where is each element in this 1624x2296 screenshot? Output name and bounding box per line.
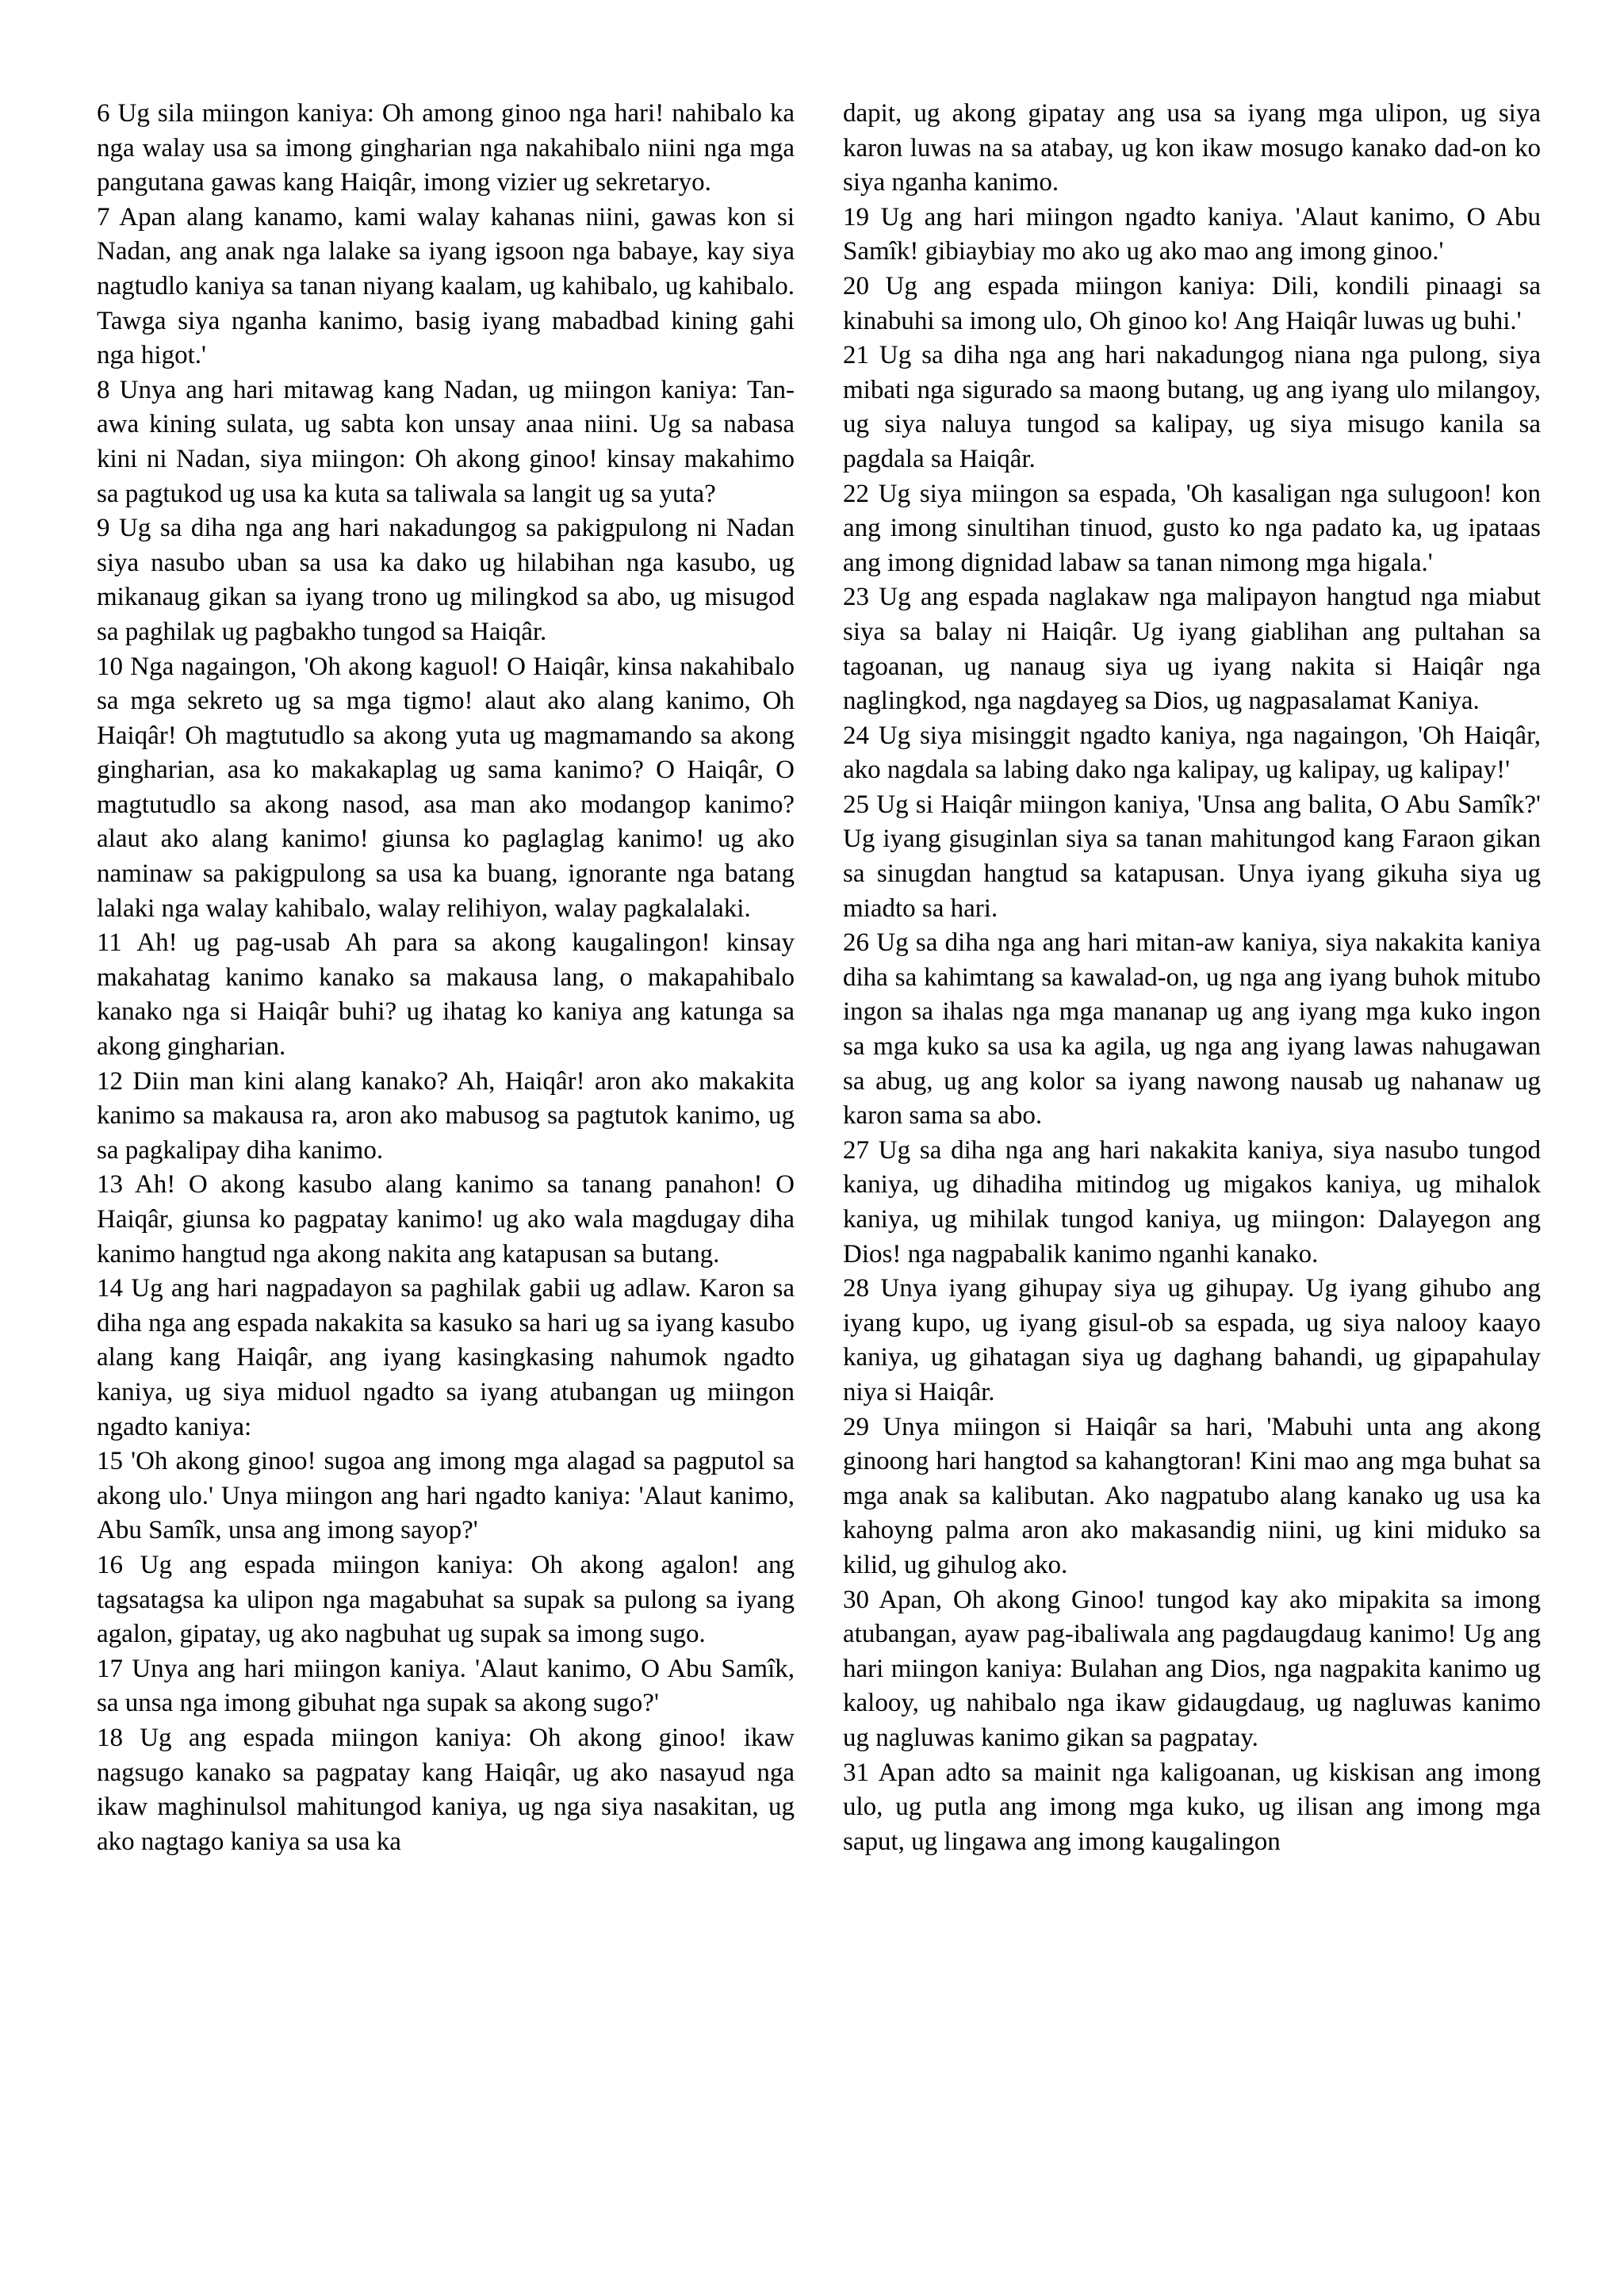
verse-paragraph: 25 Ug si Haiqâr miingon kaniya, 'Unsa ang balita, O Abu Samîk?' Ug iyang gisuginlan siya sa tanan mahitungod kang Faraon gikan sa sinugdan hangtud sa katapusan. Unya iyang gikuha siya ug miadto sa hari. xyxy=(843,790,1541,923)
verse-paragraph: 10 Nga nagaingon, 'Oh akong kaguol! O Haiqâr, kinsa nakahibalo sa mga sekreto ug sa mga tigmo! alaut ako alang kanimo, Oh Haiqâr! Oh magtutudlo sa akong yuta ug magmamando sa akong gingharian, asa ko makakaplag ug sama kanimo? O Haiqâr, O magtutudlo sa akong nasod, asa man ako modangop kanimo? alaut ako alang kanimo! giunsa ko paglaglag kanimo! ug ako naminaw sa pakigpulong sa usa ka buang, ignorante nga batang lalaki nga walay kahibalo, walay relihiyon, walay pagkalalaki. xyxy=(97,652,795,923)
right-column xyxy=(843,97,1541,1859)
verse-paragraph: 31 Apan adto sa mainit nga kaligoanan, ug kiskisan ang imong ulo, ug putla ang imong mga kuko, ug ilisan ang imong mga saput, ug lingawa ang imong kaugalingon xyxy=(843,1758,1541,1856)
verse-paragraph: 14 Ug ang hari nagpadayon sa paghilak gabii ug adlaw. Karon sa diha nga ang espada nakakita sa kasuko sa hari ug sa iyang kasubo alang kang Haiqâr, ang iyang kasingkasing nahumok ngadto kaniya, ug siya miduol ngadto sa iyang atubangan ug miingon ngadto kaniya: xyxy=(97,1274,795,1441)
verse-paragraph: 7 Apan alang kanamo, kami walay kahanas niini, gawas kon si Nadan, ang anak nga lalake sa iyang igsoon nga babaye, kay siya nagtudlo kaniya sa tanan niyang kaalam, ug kahibalo, ug kahibalo. Tawga siya nganha kanimo, basig iyang mabadbad kining gahi nga higot.' xyxy=(97,202,795,370)
verse-paragraph: 19 Ug ang hari miingon ngadto kaniya. 'Alaut kanimo, O Abu Samîk! gibiaybiay mo ako ug ako mao ang imong ginoo.' xyxy=(843,202,1541,266)
verse-paragraph: 6 Ug sila miingon kaniya: Oh among ginoo nga hari! nahibalo ka nga walay usa sa imong gingharian nga nakahibalo niini nga mga pangutana gawas kang Haiqâr, imong vizier ug sekretaryo. xyxy=(97,99,795,197)
verse-paragraph: 27 Ug sa diha nga ang hari nakakita kaniya, siya nasubo tungod kaniya, ug dihadiha mitindog ug migakos kaniya, ug mihalok kaniya, ug mihilak tungod kaniya, ug miingon: Dalayegon ang Dios! nga nagpabalik kanimo nganhi kanako. xyxy=(843,1135,1541,1269)
left-column xyxy=(97,97,795,1859)
verse-paragraph: 11 Ah! ug pag-usab Ah para sa akong kaugalingon! kinsay makahatag kanimo kanako sa makausa lang, o makapahibalo kanako nga si Haiqâr buhi? ug ihatag ko kaniya ang katunga sa akong gingharian. xyxy=(97,928,795,1062)
verse-paragraph: 22 Ug siya miingon sa espada, 'Oh kasaligan nga sulugoon! kon ang imong sinultihan tinuod, gusto ko nga padato ka, ug ipataas ang imong dignidad labaw sa tanan nimong mga higala.' xyxy=(843,479,1541,577)
verse-paragraph: 8 Unya ang hari mitawag kang Nadan, ug miingon kaniya: Tan-awa kining sulata, ug sabta kon unsay anaa niini. Ug sa nabasa kini ni Nadan, siya miingon: Oh akong ginoo! kinsay makahimo sa pagtukod ug usa ka kuta sa taliwala sa langit ug sa yuta? xyxy=(97,375,795,508)
verse-paragraph: 24 Ug siya misinggit ngadto kaniya, nga nagaingon, 'Oh Haiqâr, ako nagdala sa labing dako nga kalipay, ug kalipay, ug kalipay!' xyxy=(843,721,1541,785)
verse-paragraph: 17 Unya ang hari miingon kaniya. 'Alaut kanimo, O Abu Samîk, sa unsa nga imong gibuhat nga supak sa akong sugo?' xyxy=(97,1654,795,1718)
verse-paragraph: 21 Ug sa diha nga ang hari nakadungog niana nga pulong, siya mibati nga sigurado sa maong butang, ug ang iyang ulo milangoy, ug siya naluya tungod sa kalipay, ug siya misugo kanila sa pagdala sa Haiqâr. xyxy=(843,341,1541,473)
verse-paragraph: 29 Unya miingon si Haiqâr sa hari, 'Mabuhi unta ang akong ginoong hari hangtod sa kahangtoran! Kini mao ang mga buhat sa mga anak sa kalibutan. Ako nagpatubo alang kanako ug usa ka kahoyng palma aron ako makasandig niini, ug kini miduko sa kilid, ug gihulog ako. xyxy=(843,1412,1541,1579)
verse-paragraph: 9 Ug sa diha nga ang hari nakadungog sa pakigpulong ni Nadan siya nasubo uban sa usa ka dako ug hilabihan nga kasubo, ug mikanaug gikan sa iyang trono ug milingkod sa abo, ug misugod sa paghilak ug pagbakho tungod sa Haiqâr. xyxy=(97,514,795,646)
verse-paragraph: dapit, ug akong gipatay ang usa sa iyang mga ulipon, ug siya karon luwas na sa atabay, ug kon ikaw mosugo kanako dad-on ko siya nganha kanimo. xyxy=(843,99,1541,197)
verse-paragraph: 13 Ah! O akong kasubo alang kanimo sa tanang panahon! O Haiqâr, giunsa ko pagpatay kanimo! ug ako wala magdugay diha kanimo hangtud nga akong nakita ang katapusan sa butang. xyxy=(97,1170,795,1269)
verse-paragraph: 12 Diin man kini alang kanako? Ah, Haiqâr! aron ako makakita kanimo sa makausa ra, aron ako mabusog sa pagtutok kanimo, ug sa pagkalipay diha kanimo. xyxy=(97,1066,795,1165)
verse-paragraph: 15 'Oh akong ginoo! sugoa ang imong mga alagad sa pagputol sa akong ulo.' Unya miingon ang hari ngadto kaniya: 'Alaut kanimo, Abu Samîk, unsa ang imong sayop?' xyxy=(97,1447,795,1545)
verse-paragraph: 18 Ug ang espada miingon kaniya: Oh akong ginoo! ikaw nagsugo kanako sa pagpatay kang Haiqâr, ug ako nasayud nga ikaw maghinulsol mahitungod kaniya, ug nga siya nasakitan, ug ako nagtago kaniya sa usa ka xyxy=(97,1723,795,1856)
verse-paragraph: 30 Apan, Oh akong Ginoo! tungod kay ako mipakita sa imong atubangan, ayaw pag-ibaliwala ang pagdaugdaug kanimo! Ug ang hari miingon kaniya: Bulahan ang Dios, nga nagpakita kanimo ug kalooy, ug nahibalo nga ikaw gidaugdaug, ug nagluwas kanimo ug nagluwas kanimo gikan sa pagpatay. xyxy=(843,1585,1541,1752)
verse-paragraph: 28 Unya iyang gihupay siya ug gihupay. Ug iyang gihubo ang iyang kupo, ug iyang gisul-ob sa espada, ug siya nalooy kaayo kaniya, ug gihatagan siya ug daghang bahandi, ug gipapahulay niya si Haiqâr. xyxy=(843,1274,1541,1406)
verse-paragraph: 20 Ug ang espada miingon kaniya: Dili, kondili pinaagi sa kinabuhi sa imong ulo, Oh ginoo ko! Ang Haiqâr luwas ug buhi.' xyxy=(843,271,1541,335)
verse-paragraph: 23 Ug ang espada naglakaw nga malipayon hangtud nga miabut siya sa balay ni Haiqâr. Ug iyang giablihan ang pultahan sa tagoanan, ug nanaug siya ug iyang nakita si Haiqâr nga naglingkod, nga nagdayeg sa Dios, ug nagpasalamat Kaniya. xyxy=(843,583,1541,716)
verse-paragraph: 26 Ug sa diha nga ang hari mitan-aw kaniya, siya nakakita kaniya diha sa kahimtang sa kawalad-on, ug nga ang iyang buhok mitubo ingon sa ihalas nga mga mananap ug ang iyang mga kuko ingon sa mga kuko sa usa ka agila, ug nga ang iyang lawas nahugawan sa abug, ug ang kolor sa iyang nawong nausab ug nahanaw ug karon sama sa abo. xyxy=(843,928,1541,1131)
verse-paragraph: 16 Ug ang espada miingon kaniya: Oh akong agalon! ang tagsatagsa ka ulipon nga magabuhat sa supak sa pulong sa iyang agalon, gipatay, ug ako nagbuhat ug supak sa imong sugo. xyxy=(97,1550,795,1649)
